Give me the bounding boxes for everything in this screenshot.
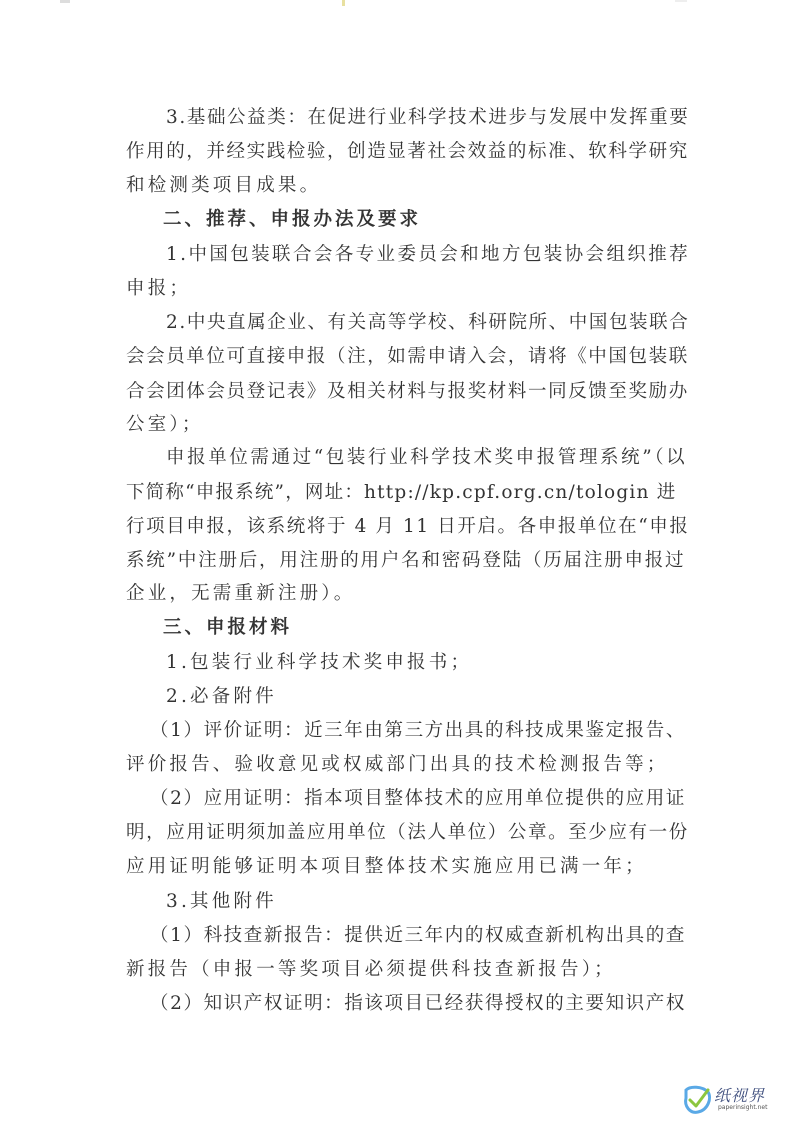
paragraph-line: 应用证明能够证明本项目整体技术实施应用已满一年； [126,856,647,877]
paragraph-line: 3.其他附件 [166,891,277,912]
paragraph-line: 会会员单位可直接申报（注，如需申请入会，请将《中国包装联 [126,346,689,367]
paperinsight-logo-icon [680,1084,714,1116]
watermark-brand: 纸视界 [714,1086,766,1105]
paragraph-line: 2.中央直属企业、有关高等学校、科研院所、中国包装联合 [166,312,690,333]
paragraph-line: 公室）； [126,414,204,435]
paragraph-line: 合会团体会员登记表》及相关材料与报奖材料一同反馈至奖励办 [126,381,689,402]
paragraph-line: 下简称“申报系统”，网址：http://kp.cpf.org.cn/tologin 进 [126,482,677,503]
watermark [678,1080,788,1120]
paragraph-line: 企业，无需重新注册）。 [126,583,356,604]
paragraph-line: （1）科技查新报告：提供近三年内的权威查新机构出具的查 [150,925,686,946]
watermark-url: paperinsight.net [718,1104,768,1111]
paragraph-line: 新报告（申报一等奖项目必须提供科技查新报告）； [126,959,616,980]
paragraph-line: 和检测类项目成果。 [126,175,322,196]
paragraph-line: 2.必备附件 [166,686,277,707]
paragraph-line: （1）评价证明：近三年由第三方出具的科技成果鉴定报告、 [150,720,686,741]
section-heading: 二、推荐、申报办法及要求 [163,209,422,230]
paragraph-line: 行项目申报，该系统将于 4 月 11 日开启。各申报单位在“申报 [126,516,690,537]
paragraph-line: 3.基础公益类：在促进行业科学技术进步与发展中发挥重要 [166,107,690,128]
section-heading: 三、申报材料 [163,617,293,638]
paragraph-line: 系统”中注册后，用注册的用户名和密码登陆（历届注册申报过 [126,550,686,571]
paragraph-line: （2）应用证明：指本项目整体技术的应用单位提供的应用证 [150,788,686,809]
scan-edge-marks [0,0,800,10]
paragraph-line: 评价报告、验收意见或权威部门出具的技术检测报告等； [126,754,669,775]
paragraph-line: 1.中国包装联合会各专业委员会和地方包装协会组织推荐 [166,244,691,265]
paragraph-line: （2）知识产权证明：指该项目已经获得授权的主要知识产权 [150,993,686,1014]
paragraph-line: 作用的，并经实践检验，创造显著社会效益的标准、软科学研究 [126,141,689,162]
paragraph-line: 1.包装行业科学技术奖申报书； [166,652,473,673]
paragraph-line: 明，应用证明须加盖应用单位（法人单位）公章。至少应有一份 [126,822,689,843]
paragraph-line: 申报； [126,278,192,299]
paragraph-line: 申报单位需通过“包装行业科学技术奖申报管理系统”（以 [166,447,688,468]
